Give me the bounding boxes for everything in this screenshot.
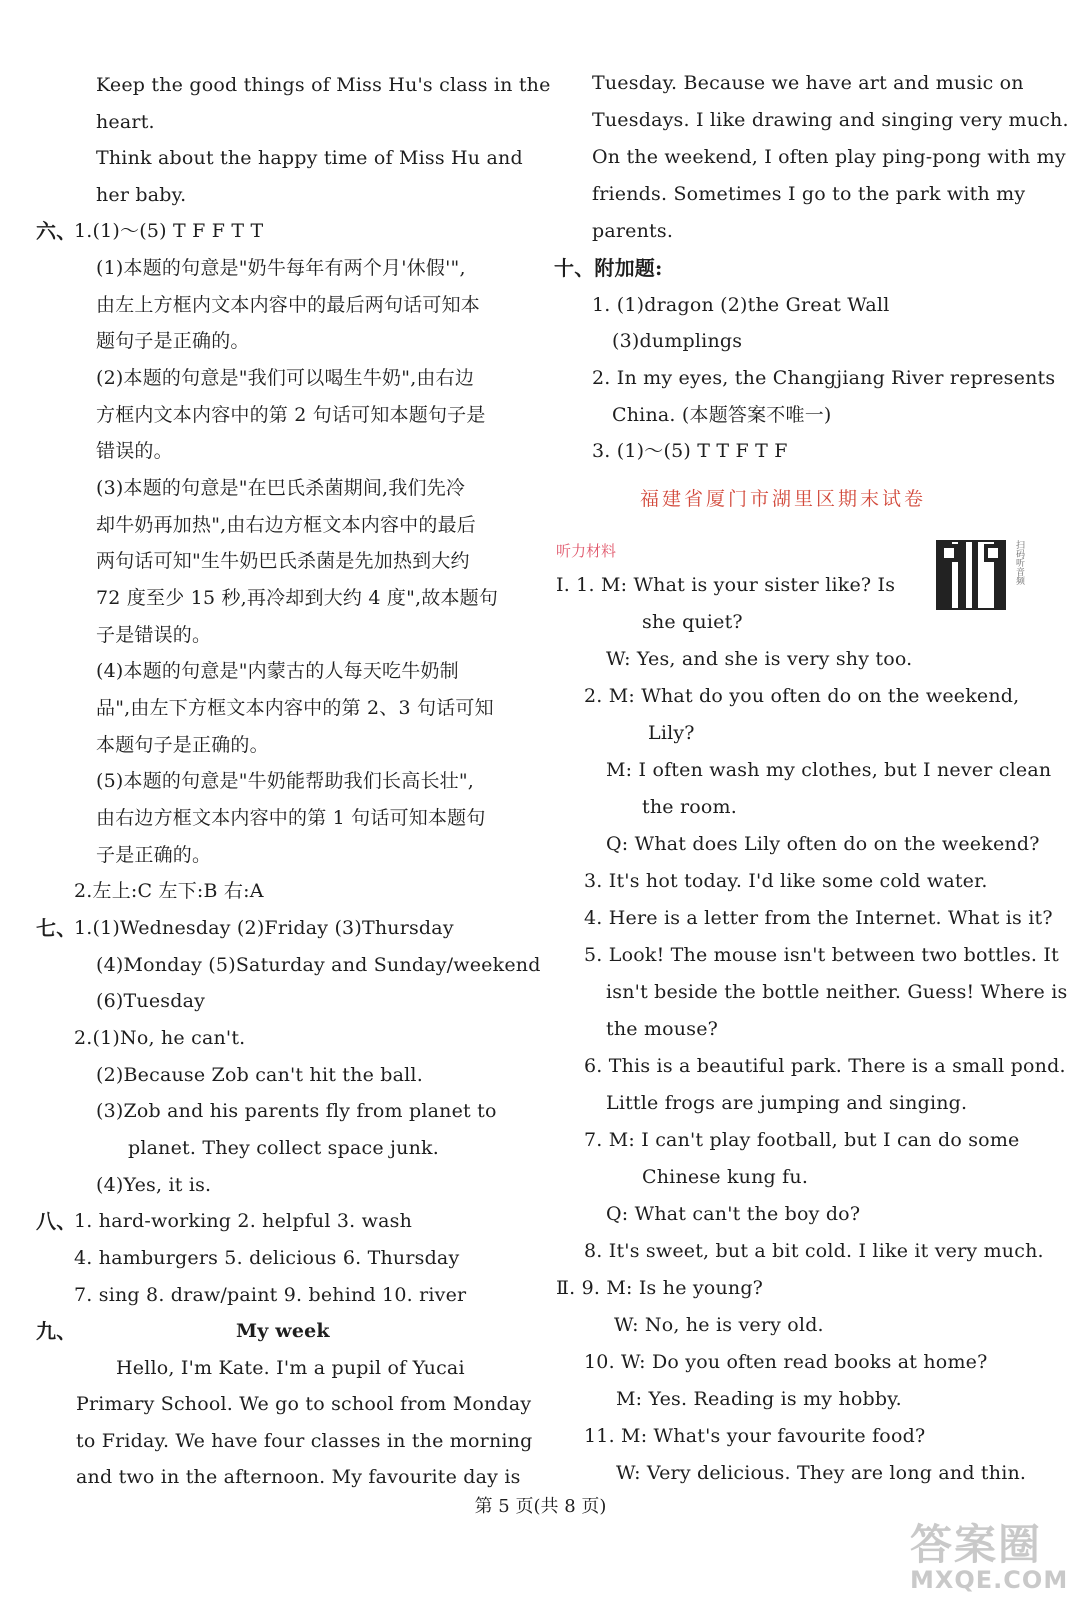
six-q1-answers: 1.(1)～(5) T F F T T (74, 220, 264, 242)
listening-line: Ⅱ. 9. M: Is he young? (556, 1277, 764, 1299)
explanation-line: 子是正确的。 (96, 844, 212, 866)
section-seven-mark: 七、 (36, 916, 77, 940)
listening-line: Q: What can't the boy do? (606, 1203, 861, 1225)
essay-cont-line: Tuesday. Because we have art and music on (592, 72, 1024, 94)
seven-line: (3)Zob and his parents fly from planet to (96, 1100, 497, 1122)
explanation-line: 错误的。 (96, 440, 173, 462)
intro-line: her baby. (96, 184, 187, 206)
listening-line: isn't beside the bottle neither. Guess! Where is (606, 981, 1068, 1003)
listening-line: 4. Here is a letter from the Internet. What is it? (584, 907, 1053, 929)
intro-line: heart. (96, 111, 155, 133)
eight-line: 4. hamburgers 5. delicious 6. Thursday (74, 1247, 460, 1269)
explanation-line: 两句话可知"生牛奶巴氏杀菌是先加热到大约 (96, 550, 470, 572)
listening-line: she quiet? (642, 611, 743, 633)
qr-side-caption: 扫码听音频 (1014, 540, 1024, 585)
explanation-line: 由右边方框文本内容中的第 1 句话可知本题句 (96, 807, 486, 829)
listening-line: 5. Look! The mouse isn't between two bottles. It (584, 944, 1059, 966)
listening-line: Q: What does Lily often do on the weekend? (606, 833, 1040, 855)
ten-line: China. (本题答案不唯一) (612, 404, 832, 426)
explanation-line: (2)本题的句意是"我们可以喝生牛奶",由右边 (96, 367, 475, 389)
page-number: 第 5 页(共 8 页) (474, 1496, 607, 1517)
listening-line: 3. It's hot today. I'd like some cold water. (584, 870, 988, 892)
seven-line: 2.(1)No, he can't. (74, 1027, 246, 1049)
essay-line: Primary School. We go to school from Monday (76, 1393, 532, 1415)
explanation-line: 子是错误的。 (96, 624, 212, 646)
essay-cont-line: Tuesdays. I like drawing and singing very much. (592, 109, 1069, 131)
listening-line: W: Yes, and she is very shy too. (606, 648, 913, 670)
seven-line: (4)Monday (5)Saturday and Sunday/weekend (96, 954, 541, 976)
essay-cont-line: parents. (592, 220, 674, 242)
ten-line: 3. (1)～(5) T T F T F (592, 440, 788, 462)
seven-line: 1.(1)Wednesday (2)Friday (3)Thursday (74, 917, 454, 939)
section-nine-mark: 九、 (36, 1319, 77, 1343)
essay-title: My week (236, 1320, 330, 1342)
site-watermark (906, 1512, 1076, 1596)
listening-line: M: I often wash my clothes, but I never clean (606, 759, 1052, 781)
six-q2-answer: 2.左上:C 左下:B 右:A (74, 880, 264, 902)
seven-line: planet. They collect space junk. (128, 1137, 439, 1159)
section-ten-mark: 十、附加题: (554, 256, 663, 280)
listening-line: 7. M: I can't play football, but I can do some (584, 1129, 1020, 1151)
listening-line: 10. W: Do you often read books at home? (584, 1351, 988, 1373)
watermark-cn: 答案圈 (910, 1520, 1043, 1569)
section-six-mark: 六、 (36, 219, 77, 243)
explanation-line: 方框内文本内容中的第 2 句话可知本题句子是 (96, 404, 486, 426)
listening-line: 8. It's sweet, but a bit cold. I like it very much. (584, 1240, 1044, 1262)
listening-line: Little frogs are jumping and singing. (606, 1092, 968, 1114)
listening-material-tag: 听力材料 (556, 542, 617, 560)
section-eight-mark: 八、 (36, 1209, 77, 1233)
essay-line: and two in the afternoon. My favourite day is (76, 1466, 521, 1488)
explanation-line: 题句子是正确的。 (96, 330, 250, 352)
explanation-line: (5)本题的句意是"牛奶能帮助我们长高长壮", (96, 770, 475, 792)
listening-line: M: Yes. Reading is my hobby. (616, 1388, 902, 1410)
essay-cont-line: On the weekend, I often play ping-pong with my (592, 146, 1066, 168)
listening-line: 11. M: What's your favourite food? (584, 1425, 926, 1447)
listening-line: W: No, he is very old. (614, 1314, 824, 1336)
intro-line: Think about the happy time of Miss Hu and (96, 147, 523, 169)
essay-line: Hello, I'm Kate. I'm a pupil of Yucai (116, 1357, 465, 1379)
listening-line: Chinese kung fu. (642, 1166, 809, 1188)
seven-line: (4)Yes, it is. (96, 1174, 212, 1196)
eight-line: 1. hard-working 2. helpful 3. wash (74, 1210, 413, 1232)
listening-line: Lily? (648, 722, 695, 744)
listening-line: the mouse? (606, 1018, 719, 1040)
explanation-line: 本题句子是正确的。 (96, 734, 269, 756)
listening-line: Ⅰ. 1. M: What is your sister like? Is (556, 574, 896, 596)
explanation-line: 由左上方框内文本内容中的最后两句话可知本 (96, 294, 481, 316)
explanation-line: (1)本题的句意是"奶牛每年有两个月'休假'", (96, 257, 466, 279)
exam-title-banner: 福建省厦门市湖里区期末试卷 (640, 488, 927, 510)
listening-line: 2. M: What do you often do on the weekend, (584, 685, 1020, 707)
qr-code-icon[interactable] (936, 540, 1006, 610)
seven-line: (6)Tuesday (96, 990, 206, 1012)
explanation-line: (3)本题的句意是"在巴氏杀菌期间,我们先冷 (96, 477, 466, 499)
explanation-line: (4)本题的句意是"内蒙古的人每天吃牛奶制 (96, 660, 459, 682)
watermark-en: MXQE.COM (910, 1566, 1069, 1594)
ten-line: (3)dumplings (612, 330, 743, 352)
eight-line: 7. sing 8. draw/paint 9. behind 10. river (74, 1284, 467, 1306)
listening-line: the room. (642, 796, 737, 818)
intro-line: Keep the good things of Miss Hu's class in the (96, 74, 551, 96)
listening-line: W: Very delicious. They are long and thin. (616, 1462, 1027, 1484)
explanation-line: 却牛奶再加热",由右边方框文本内容中的最后 (96, 514, 476, 536)
explanation-line: 72 度至少 15 秒,再冷却到大约 4 度",故本题句 (96, 587, 499, 609)
essay-line: to Friday. We have four classes in the morning (76, 1430, 533, 1452)
ten-line: 2. In my eyes, the Changjiang River represents (592, 367, 1056, 389)
essay-cont-line: friends. Sometimes I go to the park with my (592, 183, 1026, 205)
explanation-line: 品",由左下方框文本内容中的第 2、3 句话可知 (96, 697, 494, 719)
listening-line: 6. This is a beautiful park. There is a small pond. (584, 1055, 1066, 1077)
seven-line: (2)Because Zob can't hit the ball. (96, 1064, 423, 1086)
ten-line: 1. (1)dragon (2)the Great Wall (592, 294, 890, 316)
